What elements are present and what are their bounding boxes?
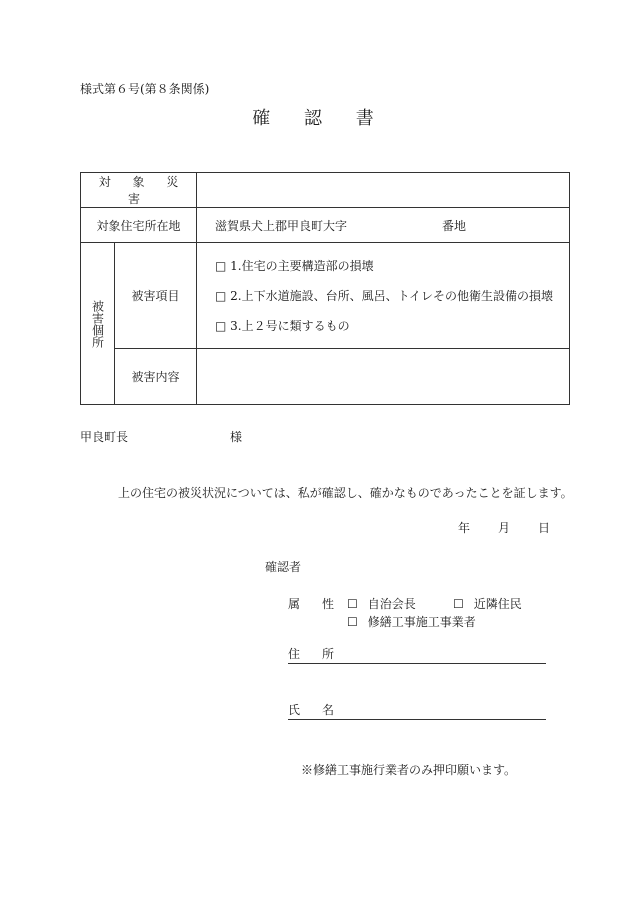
damage-item-checkbox-2[interactable]: □ 2.上下水道施設、台所、風呂、トイレその他衛生設備の損壊	[215, 288, 554, 303]
document-title: 確 認 書	[252, 108, 388, 129]
option-neighborhood-chief[interactable]	[347, 595, 416, 612]
checkbox-icon[interactable]: ☐	[453, 597, 464, 611]
confirmation-table	[80, 172, 570, 405]
damage-details-label: 被害内容	[131, 370, 180, 384]
disaster-label: 対 象 災 害	[98, 175, 188, 206]
address-prefix: 滋賀県犬上郡甲良町大字	[215, 218, 348, 233]
damage-item-checkbox-1[interactable]: □ 1.住宅の主要構造部の損壊	[215, 258, 374, 273]
disaster-label-cell	[81, 173, 197, 208]
confirmer-label: 確認者	[265, 560, 302, 574]
confirmer-name-label-1: 氏	[288, 703, 301, 717]
attribute-label	[288, 595, 334, 612]
damage-items-label: 被害項目	[131, 289, 180, 303]
address-suffix: 番地	[442, 218, 467, 233]
option-label: 近隣住民	[473, 597, 522, 611]
date-month[interactable]: 月	[498, 521, 511, 535]
disaster-row	[81, 173, 570, 208]
option-label: 修繕工事施工事業者	[367, 615, 476, 629]
address-label-cell	[81, 208, 197, 243]
date-day[interactable]: 日	[538, 521, 551, 535]
option-neighbor[interactable]	[453, 595, 522, 612]
addressee-mayor: 甲良町長	[80, 430, 129, 444]
confirmer-name-label-2: 名	[322, 703, 335, 717]
checkbox-icon[interactable]: ☐	[347, 597, 358, 611]
confirmer-name-field[interactable]	[288, 701, 546, 720]
confirmer-address-field[interactable]	[288, 645, 546, 664]
attribute-label-2: 性	[322, 597, 335, 611]
address-label: 対象住宅所在地	[96, 218, 181, 233]
confirmer-address-label-1: 住	[288, 647, 301, 661]
option-repair-contractor[interactable]	[347, 613, 476, 630]
damage-items-row	[81, 243, 570, 349]
damage-details-field[interactable]	[197, 349, 570, 405]
damage-details-row	[81, 349, 570, 405]
certification-statement: 上の住宅の被災状況については、私が確認し、確かなものであったことを証します。	[118, 486, 573, 500]
damage-location-label: 被害個所	[90, 299, 105, 348]
damage-item-checkbox-3[interactable]: □ 3.上２号に類するもの	[215, 318, 350, 333]
damage-details-label-cell	[115, 349, 197, 405]
date-year[interactable]: 年	[458, 521, 471, 535]
addressee-honorific: 様	[230, 430, 243, 444]
form-number: 様式第６号(第８条関係)	[80, 82, 210, 96]
checkbox-icon[interactable]: ☐	[347, 615, 358, 629]
option-label: 自治会長	[367, 597, 416, 611]
address-field[interactable]	[197, 208, 570, 243]
address-row	[81, 208, 570, 243]
confirmer-address-label-2: 所	[322, 647, 335, 661]
damage-items-label-cell	[115, 243, 197, 349]
seal-footnote: ※修繕工事施行業者のみ押印願います。	[301, 763, 517, 777]
attribute-label-1: 属	[288, 597, 301, 611]
damage-items-cell	[197, 243, 570, 349]
damage-location-cell	[81, 243, 115, 405]
disaster-field[interactable]	[197, 173, 570, 208]
date-line	[458, 519, 550, 536]
